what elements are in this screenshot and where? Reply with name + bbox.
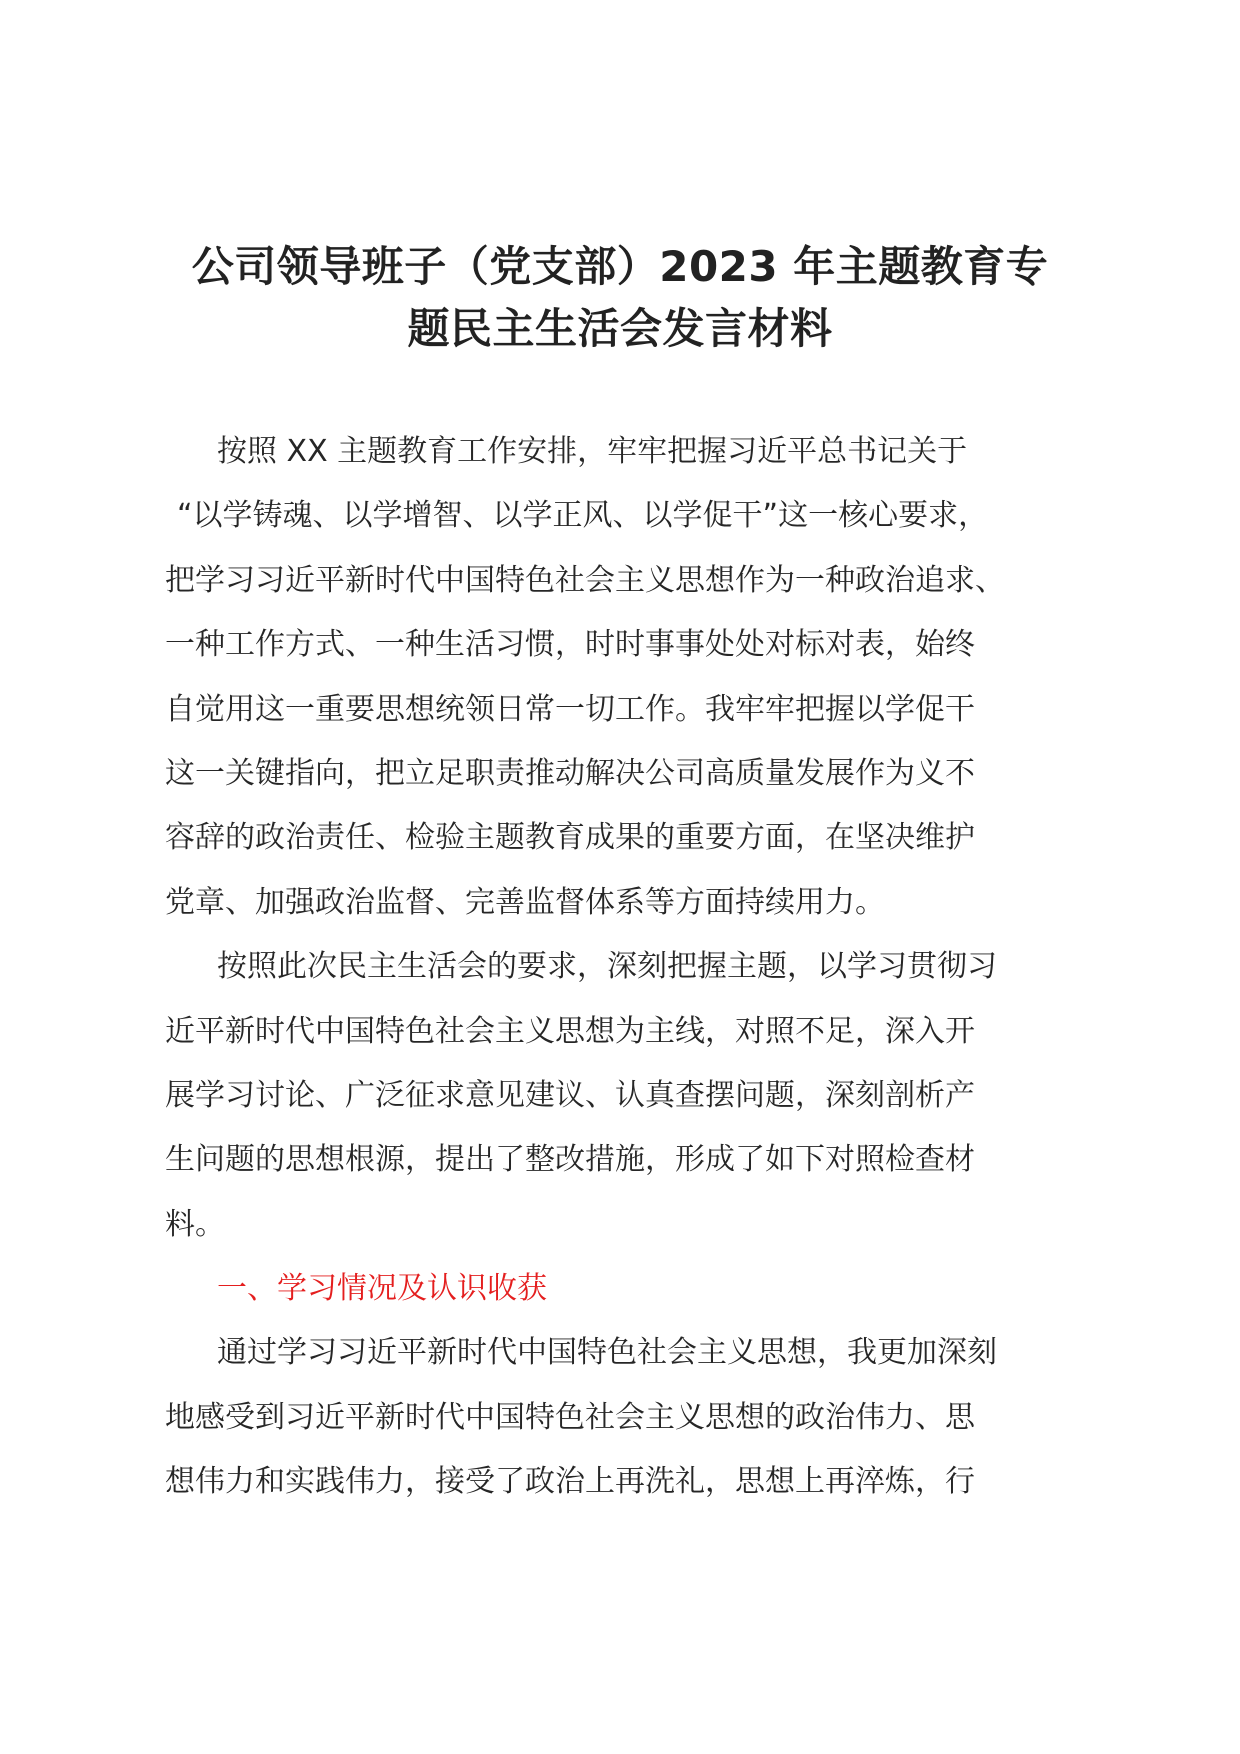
body-text-line: 按照此次民主生活会的要求，深刻把握主题，以学习贯彻习: [217, 949, 997, 985]
body-text-line: 把学习习近平新时代中国特色社会主义思想作为一种政治追求、: [165, 562, 1005, 598]
title-line: 题民主生活会发言材料: [407, 304, 833, 353]
body-text-line: 料。: [165, 1206, 225, 1242]
body-text-line: 党章、加强政治监督、完善监督体系等方面持续用力。: [165, 884, 885, 920]
body-text-line: 自觉用这一重要思想统领日常一切工作。我牢牢把握以学促干: [165, 691, 975, 727]
body-text-line: 生问题的思想根源，提出了整改措施，形成了如下对照检查材: [165, 1142, 975, 1178]
body-text-line: “以学铸魂、以学增智、以学正风、以学促干”这一核心要求，: [177, 498, 989, 534]
body-text-line: 展学习讨论、广泛征求意见建议、认真查摆问题，深刻剖析产: [165, 1077, 975, 1113]
section-heading: 一、学习情况及认识收获: [217, 1271, 547, 1307]
title-line: 公司领导班子（党支部）2023 年主题教育专: [191, 242, 1049, 291]
body-text-line: 想伟力和实践伟力，接受了政治上再洗礼，思想上再淬炼，行: [165, 1464, 975, 1500]
body-text-line: 按照 XX 主题教育工作安排，牢牢把握习近平总书记关于: [217, 434, 968, 469]
body-text-line: 这一关键指向，把立足职责推动解决公司高质量发展作为义不: [165, 755, 975, 791]
body-text-line: 通过学习习近平新时代中国特色社会主义思想，我更加深刻: [217, 1335, 997, 1371]
body-text-line: 容辞的政治责任、检验主题教育成果的重要方面，在坚决维护: [165, 820, 975, 856]
document-title: [150, 236, 1090, 360]
body-text-line: 一种工作方式、一种生活习惯，时时事事处处对标对表，始终: [165, 627, 975, 663]
body-text-line: 地感受到习近平新时代中国特色社会主义思想的政治伟力、思: [165, 1399, 975, 1435]
document-body: [165, 420, 1085, 1515]
body-text-line: 近平新时代中国特色社会主义思想为主线，对照不足，深入开: [165, 1013, 975, 1049]
